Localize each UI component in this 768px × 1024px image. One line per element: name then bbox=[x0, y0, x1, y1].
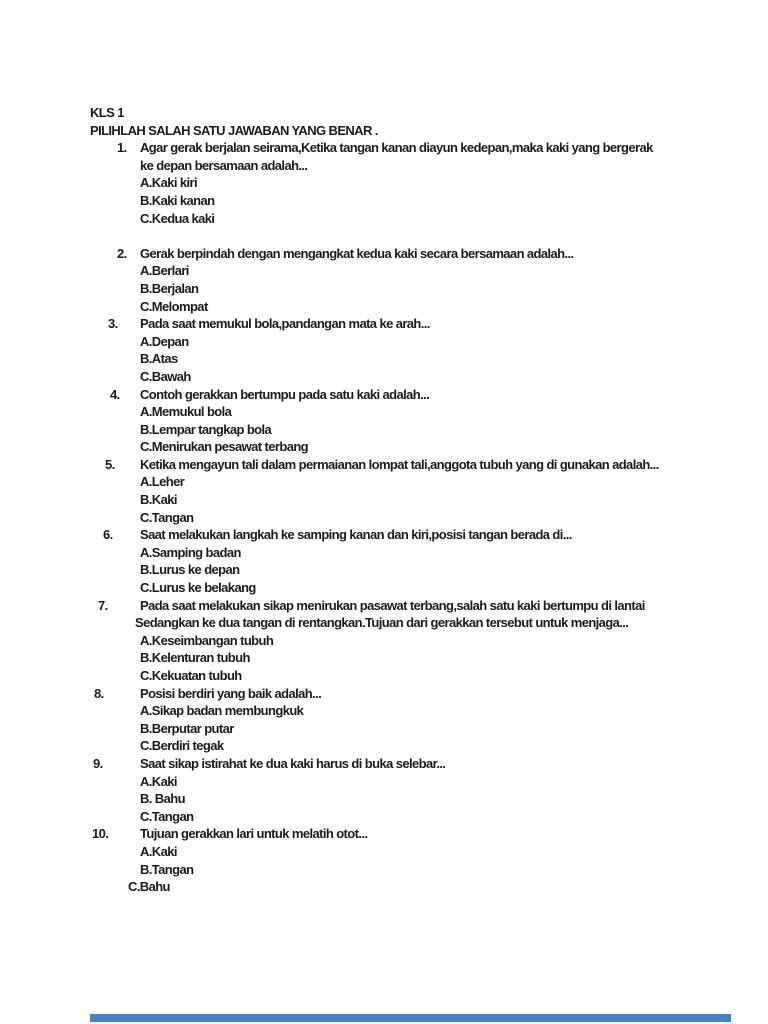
question-number: 7. bbox=[98, 597, 108, 613]
question-text: Contoh gerakkan bertumpu pada satu kaki adalah... bbox=[140, 386, 430, 402]
question-text: ke depan bersamaan adalah... bbox=[140, 157, 308, 173]
quiz-instruction: PILIHLAH SALAH SATU JAWABAN YANG BENAR . bbox=[90, 122, 378, 138]
question-item bbox=[90, 139, 740, 227]
answer-option: A.Samping badan bbox=[140, 544, 241, 560]
quiz-document bbox=[90, 104, 740, 896]
question-text: Saat melakukan langkah ke samping kanan dan kiri,posisi tangan berada di... bbox=[140, 527, 572, 543]
answer-option: B.Atas bbox=[140, 351, 178, 367]
answer-option: C.Tangan bbox=[140, 808, 194, 824]
question-text: Pada saat memukul bola,pandangan mata ke arah... bbox=[140, 316, 430, 332]
answer-option: C.Menirukan pesawat terbang bbox=[140, 439, 309, 455]
answer-option: A.Berlari bbox=[140, 263, 189, 279]
question-text: Agar gerak berjalan seirama,Ketika tangan kanan diayun kedepan,maka kaki yang bergerak bbox=[140, 140, 653, 156]
question-number: 5. bbox=[105, 456, 115, 472]
answer-option: B.Lurus ke depan bbox=[140, 562, 240, 578]
question-text: Saat sikap istirahat ke dua kaki harus di buka selebar... bbox=[140, 755, 446, 771]
answer-option: B.Kelenturan tubuh bbox=[140, 650, 250, 666]
blank-line bbox=[90, 227, 740, 245]
answer-option: B.Berjalan bbox=[140, 280, 199, 296]
question-item bbox=[90, 597, 740, 685]
question-item bbox=[90, 755, 740, 825]
question-text: Gerak berpindah dengan mengangkat kedua kaki secara bersamaan adalah... bbox=[140, 245, 574, 261]
question-number: 9. bbox=[93, 755, 103, 771]
question-item bbox=[90, 315, 740, 385]
answer-option: A.Kaki bbox=[140, 773, 177, 789]
class-label: KLS 1 bbox=[90, 105, 124, 120]
question-item bbox=[90, 245, 740, 315]
question-number: 4. bbox=[110, 386, 120, 402]
question-item bbox=[90, 526, 740, 596]
question-number: 3. bbox=[108, 316, 118, 332]
answer-option: B.Kaki kanan bbox=[140, 192, 215, 208]
question-item bbox=[90, 386, 740, 456]
answer-option: A.Memukul bola bbox=[140, 404, 232, 420]
question-number: 6. bbox=[103, 527, 113, 543]
question-text: Posisi berdiri yang baik adalah... bbox=[140, 685, 322, 701]
answer-option: B.Lempar tangkap bola bbox=[140, 421, 272, 437]
question-text: Ketika mengayun tali dalam permaianan lompat tali,anggota tubuh yang di gunakan adalah... bbox=[140, 456, 659, 472]
question-text: Tujuan gerakkan lari untuk melatih otot... bbox=[140, 826, 368, 842]
question-number: 2. bbox=[117, 245, 127, 261]
question-text: Sedangkan ke dua tangan di rentangkan.Tujuan dari gerakkan tersebut untuk menjaga... bbox=[135, 615, 629, 631]
answer-option: C.Tangan bbox=[140, 509, 194, 525]
answer-option: C.Kedua kaki bbox=[140, 210, 215, 226]
question-item bbox=[90, 456, 740, 526]
answer-option: A.Kaki kiri bbox=[140, 175, 197, 191]
answer-option: B. Bahu bbox=[140, 791, 185, 807]
answer-option: C.Bahu bbox=[128, 879, 170, 895]
answer-option: A.Sikap badan membungkuk bbox=[140, 703, 304, 719]
question-item bbox=[90, 825, 740, 895]
answer-option: A.Keseimbangan tubuh bbox=[140, 632, 274, 648]
answer-option: B.Tangan bbox=[140, 861, 194, 877]
question-item bbox=[90, 685, 740, 755]
answer-option: A.Leher bbox=[140, 474, 185, 490]
answer-option: B.Kaki bbox=[140, 492, 177, 508]
answer-option: A.Kaki bbox=[140, 843, 177, 859]
answer-option: C.Bawah bbox=[140, 368, 191, 384]
answer-option: B.Berputar putar bbox=[140, 720, 234, 736]
answer-option: C.Melompat bbox=[140, 298, 208, 314]
answer-option: C.Kekuatan tubuh bbox=[140, 668, 242, 683]
question-text: Pada saat melakukan sikap menirukan pasawat terbang,salah satu kaki bertumpu di lantai bbox=[140, 597, 645, 613]
question-number: 8. bbox=[94, 685, 104, 701]
question-number: 1. bbox=[117, 140, 127, 156]
question-list bbox=[90, 139, 740, 896]
answer-option: C.Berdiri tegak bbox=[140, 738, 224, 754]
answer-option: A.Depan bbox=[140, 333, 189, 349]
question-number: 10. bbox=[92, 826, 109, 842]
page-bottom-bar bbox=[90, 1014, 731, 1022]
answer-option: C.Lurus ke belakang bbox=[140, 580, 256, 596]
